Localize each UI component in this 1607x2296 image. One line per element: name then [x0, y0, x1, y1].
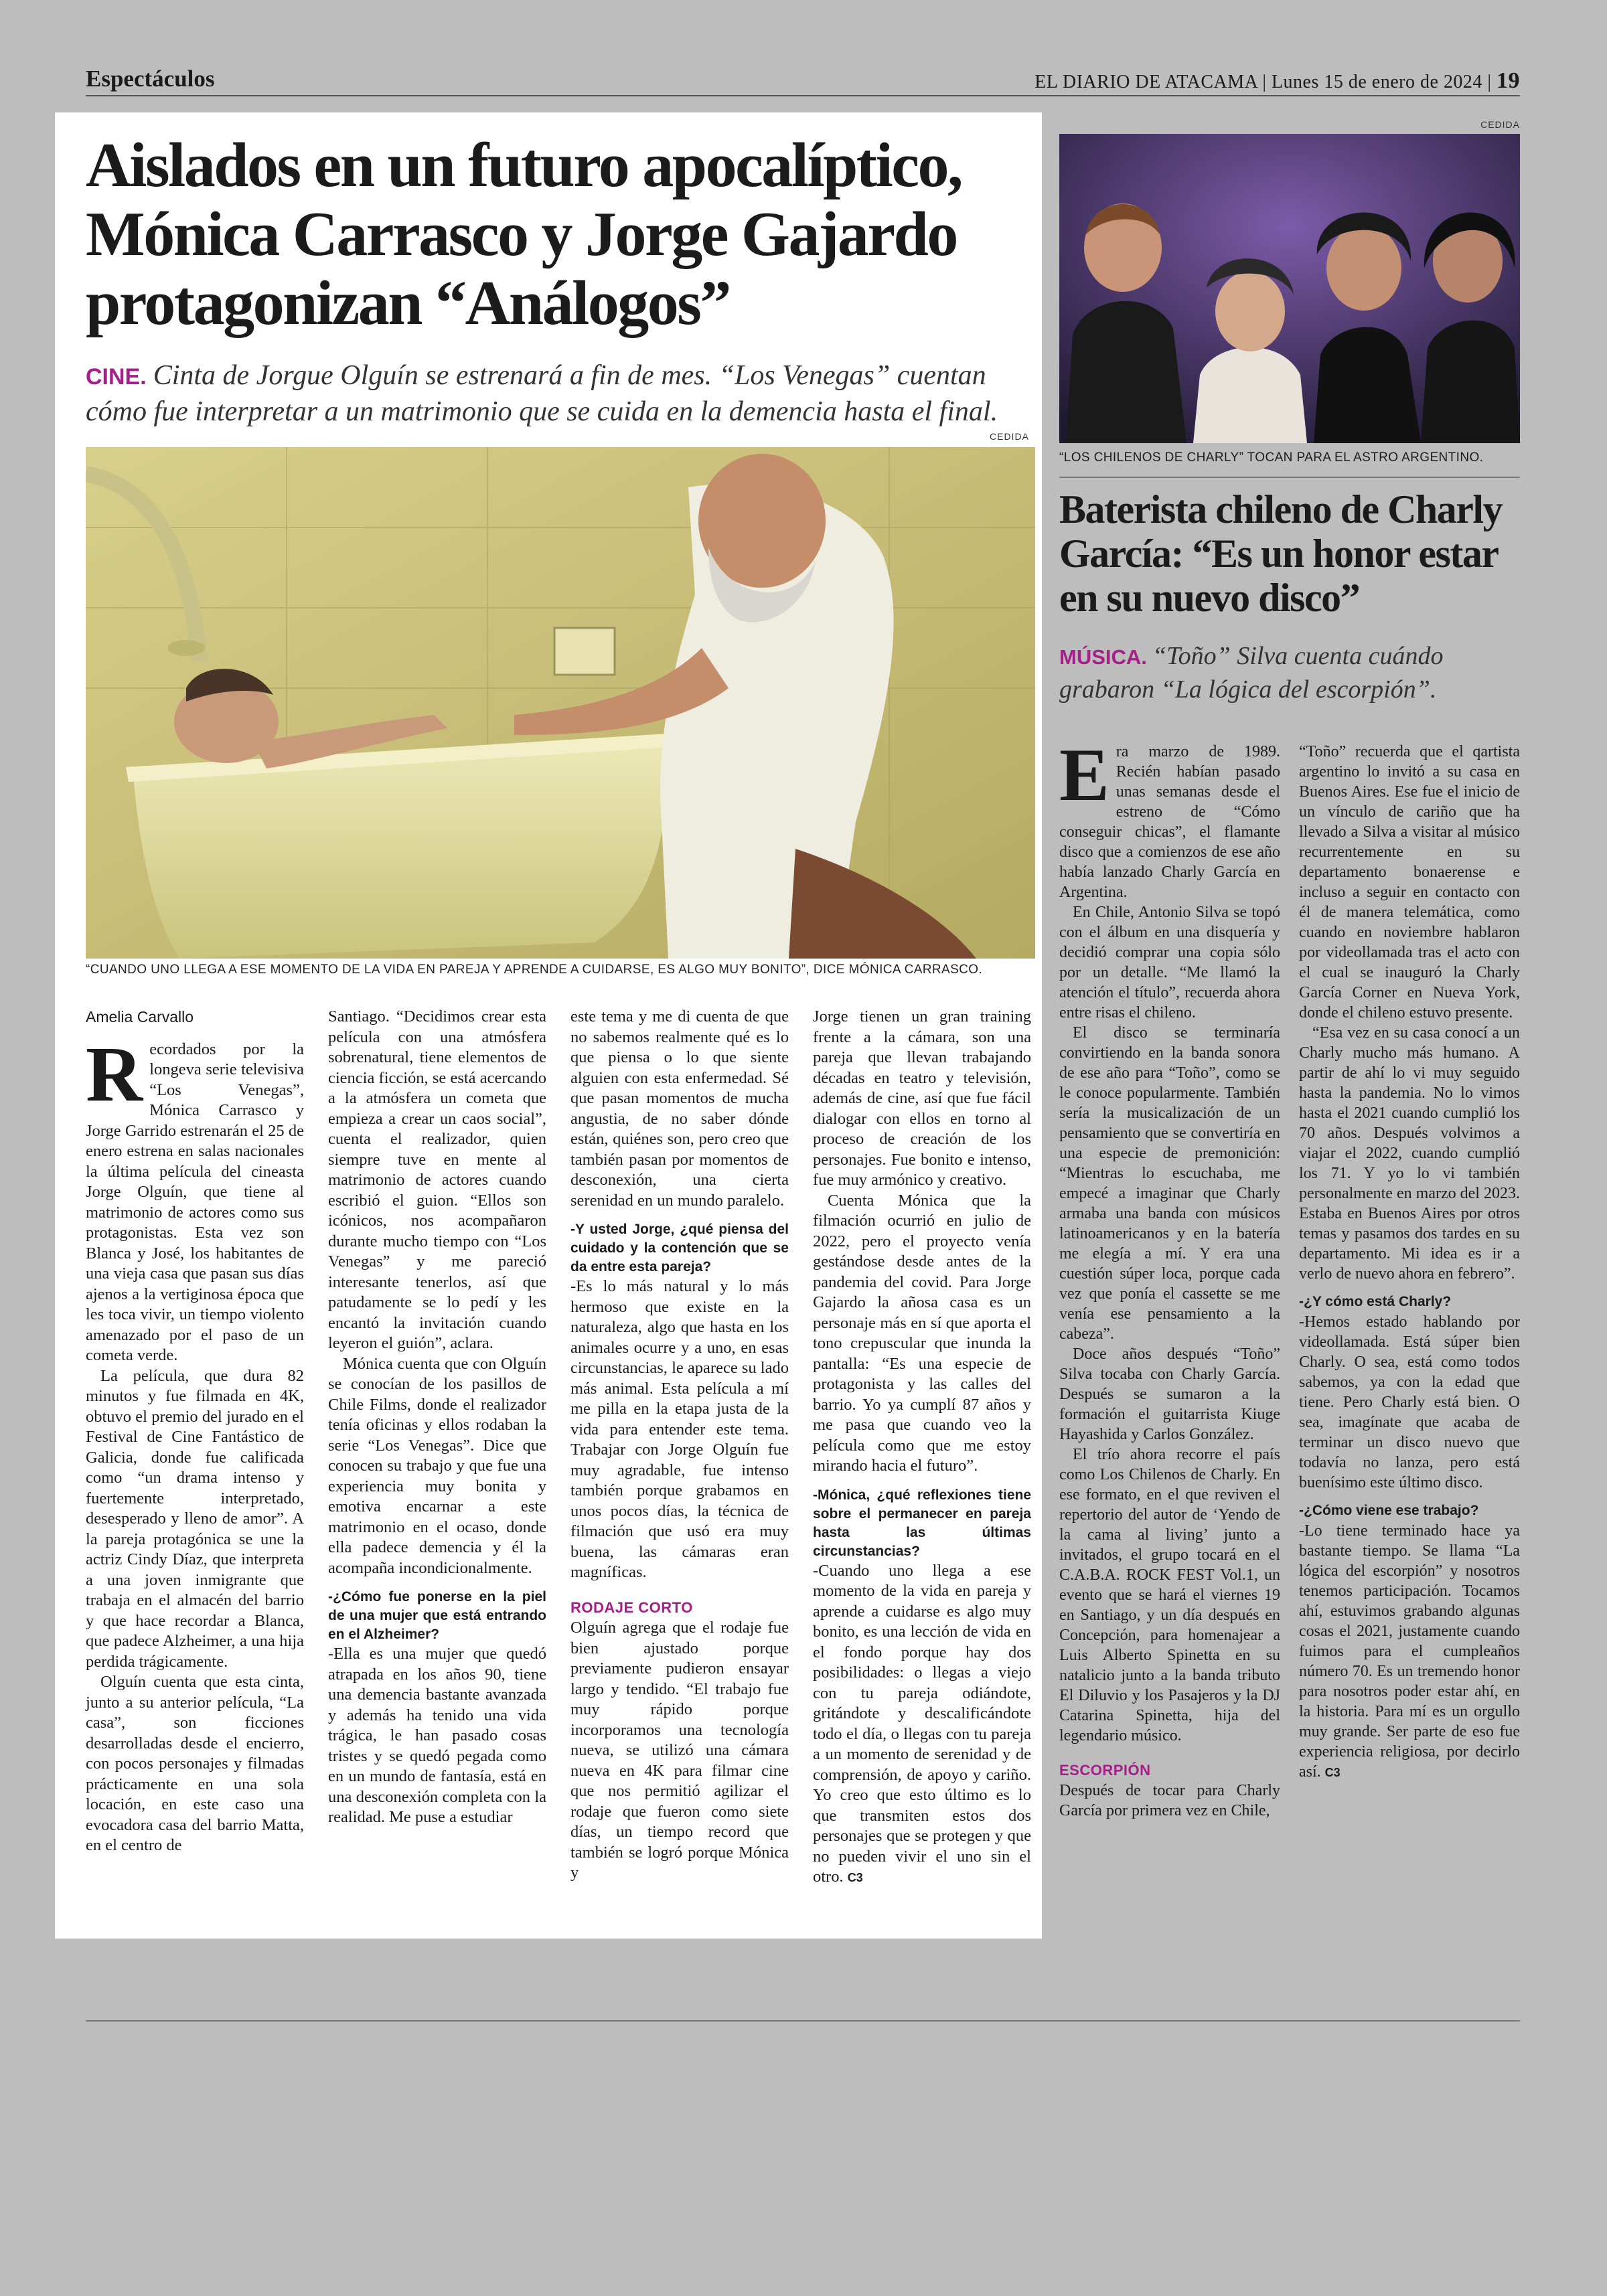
side-interview-question: -¿Y cómo está Charly? [1299, 1294, 1452, 1309]
side-subhead [1059, 640, 1521, 706]
side-column-1 [1059, 734, 1280, 1821]
main-photo-caption: “CUANDO UNO LLEGA A ESE MOMENTO DE LA VIDA EN PAREJA Y APRENDE A CUIDARSE, ES ALGO MUY BONITO”, DICE MÓNICA CARRASCO. [86, 963, 983, 977]
interview-question: -Mónica, ¿qué reflexiones tiene sobre el permanecer en pareja hasta las últimas circunstancias? [813, 1487, 1031, 1559]
main-paragraph: Cuenta Mónica que la filmación ocurrió en julio de 2022, pero el proyecto venía gestándose desde antes de la pandemia del covid. Para Jorge Gajardo la añosa casa es un personaje más en sí que aporta el tono crepuscular que inunda la pantalla: “Es una especie de protagonista y las calles del barrio. Yo ya cumplí 87 años y me pasa que cuando veo la película como que me estoy mirando hacia el futuro”. [813, 1191, 1031, 1475]
band-photo [1059, 134, 1520, 443]
main-column-1 [86, 1007, 304, 1856]
newspaper-name: EL DIARIO DE ATACAMA [1035, 72, 1257, 92]
main-paragraph: -Cuando uno llega a ese momento de la vida en pareja y aprende a cuidarse es algo muy bonito, es una lección de vida en el fondo porque hay dos posibilidades: o llegas a viejo con tu pareja odiándote, gritándote y descalificándote todo el día, o llegas con tu pareja a un momento de serenidad y de comprensión, de apoyo y cariño. Yo creo que esto último es lo que transmiten estos dos personajes que se protegen y que no pueden vivir el uno sin el otro. C3 [813, 1561, 1031, 1886]
side-interview-question: -¿Cómo viene ese trabajo? [1299, 1503, 1479, 1518]
side-paragraph: “Toño” recuerda que el qartista argentino lo invitó a su casa en Buenos Aires. Ese fue el inicio de un vínculo de cariño que ha llevado a Silva a visitar al músico recurrentemente en su departamento bonaerense e incluso a seguir en contacto con él de manera telemática, como cuando en noviembre hablaron por videollamada tras el acto con el cual se inauguró la Charly García Corner en Nueva York, donde el chileno estuvo presente. [1299, 743, 1520, 1021]
band-photo-caption: “LOS CHILENOS DE CHARLY” TOCAN PARA EL ASTRO ARGENTINO. [1059, 450, 1484, 465]
side-photo-credit: CEDIDA [1480, 119, 1520, 130]
side-paragraph: El disco se terminaría convirtiendo en la banda sonora de ese año para “Toño”, como se le conoce popularmente. También sería la musicalización de un pensamiento que se convertiría en una especie de premonición: “Mientras lo escuchaba, me empecé a imaginar que Charly armaba una banda con músicos latinoamericanos y en la batería me elegía a mí. Y era una cuestión súper loca, porque cada vez que ponía el cassette se me venía ese pensamiento a la cabeza”. [1059, 1024, 1280, 1343]
side-headline: Baterista chileno de Charly García: “Es un honor estar en su nuevo disco” [1059, 487, 1503, 620]
main-column-4 [813, 1007, 1031, 1888]
band-photo-illustration [1059, 134, 1520, 443]
side-paragraph: Doce años después “Toño” Silva tocaba con Charly García. Después se sumaron a la formación el guitarrista Kiuge Hayashida y Carlos González. [1059, 1345, 1280, 1443]
header-divider [86, 95, 1520, 96]
main-headline: Aislados en un futuro apocalíptico, Mónica Carrasco y Jorge Gajardo protagonizan “Análogos” [86, 131, 962, 338]
side-dropcap: E [1059, 734, 1109, 817]
main-paragraph: Recordados por la longeva serie televisiva “Los Venegas”, Mónica Carrasco y Jorge Garrido estrenarán el 25 de enero estrena en salas nacionales la última película del cineasta Jorge Olguín, que tiene al matrimonio de actores como sus protagonistas. Esta vez son Blanca y José, los habitantes de una vieja casa que pasan sus días ajenos a la vertiginosa época que les toca vivir, un tiempo violento amenazado por el paso de un cometa verde. [86, 1030, 304, 1364]
side-paragraph: -Hemos estado hablando por videollamada. Está súper bien Charly. O sea, está como todos sabemos, ya con la edad que tiene. Pero Charly está bien. O sea, imagínate que acaba de terminar un disco nuevo que todavía no lanza, pero está buenísimo este último disco. [1299, 1313, 1520, 1491]
masthead-meta: EL DIARIO DE ATACAMA | Lunes 15 de enero de 2024 | 19 [1035, 68, 1520, 93]
footer-divider [86, 2020, 1520, 2022]
side-paragraph: “Esa vez en su casa conocí a un Charly mucho más humano. A partir de ahí lo vi muy seguido hasta la pandemia. No lo vimos hasta el 2021 cuando cumplió los 70 años. Después volvimos a viajar el 2022, cuando cumplió los 71. Y yo lo vi también personalmente en marzo del 2023. Estaba en Buenos Aires por otros temas y pasamos dos tardes en su departamento. Mi idea es ir a verlo de nuevo ahora en febrero”. [1299, 1024, 1520, 1283]
main-paragraph: -Es lo más natural y lo más hermoso que existe en la naturaleza, algo que hasta en los animales ocurre y a uno, en esas circunstancias, le aparece su lado más animal. Esta película a mí me pilla en la etapa justa de la vida para entender este tema. Trabajar con Jorge Olguín fue muy agradable, fue intenso también porque grabamos en unos pocos días, la técnica de filmación que usó era muy buena, las cámaras eran magníficas. [570, 1277, 789, 1581]
main-paragraph: Jorge tienen un gran training frente a la cámara, son una pareja que llevan trabajando décadas en teatro y televisión, además de cine, así que fue fácil dialogar con ellos en torno al proceso de creación de los personajes. Fue bonito e intenso, fue muy armónico y creativo. [813, 1007, 1031, 1189]
page-number: 19 [1497, 68, 1520, 93]
side-kicker: MÚSICA. [1059, 645, 1147, 669]
main-paragraph: Mónica cuenta que con Olguín se conocían de los pasillos de Chile Films, donde el realizador tenía oficinas y ellos rodaban la serie “Los Venegas”. Dice que conocen su trabajo y que fue una experiencia muy bonita y emotiva encarnar a este matrimonio en el ocaso, donde ella padece demencia y él la acompaña incondicionalmente. [328, 1354, 546, 1577]
main-paragraph: -Ella es una mujer que quedó atrapada en los años 90, tiene una demencia bastante avanzada y además ha tenido una vida trágica, le han pasado cosas tristes y se quedó pegada como en un mundo de fantasía, está en una desconexión completa con la realidad. Me puse a estudiar [328, 1645, 546, 1826]
side-paragraph: -Lo tiene terminado hace ya bastante tiempo. Se llama “La lógica del escorpión” y nosotros tenemos participación. Tocamos ahí, estuvimos grabando algunas cosas el 2021, justamente cuando fuimos para el cumpleaños número 70. Es un tremendo honor para nosotros poder estar ahí, en la historia. Para mí es un orgullo muy grande. Ser parte de eso fue experiencia religiosa, por decirlo así. C3 [1299, 1522, 1520, 1781]
main-paragraph: La película, que dura 82 minutos y fue filmada en 4K, obtuvo el premio del jurado en el Festival de Cine Fantástico de Galicia, donde fue calificada como “un drama intenso y fuertemente interpretado, desesperado y lleno de amor”. A la pareja protagónica se une la actriz Cindy Díaz, que interpreta a una joven inmigrante que trabaja en el almacén del barrio y que hace recordar a Blanca, que padece Alzheimer, a una hija perdida trágicamente. [86, 1366, 304, 1671]
side-column-2 [1299, 742, 1520, 1783]
byline: Amelia Carvallo [86, 1008, 194, 1026]
issue-date: Lunes 15 de enero de 2024 [1271, 72, 1482, 92]
interview-question: -¿Cómo fue ponerse en la piel de una mujer que está entrando en el Alzheimer? [328, 1589, 546, 1642]
section-subhead: RODAJE CORTO [570, 1598, 693, 1616]
section-label: Espectáculos [86, 66, 215, 92]
side-section-subhead: ESCORPIÓN [1059, 1762, 1151, 1779]
side-subhead-text: “Toño” Silva cuenta cuándo grabaron “La lógica del escorpión”. [1059, 642, 1444, 704]
main-column-3 [570, 1007, 789, 1884]
dropcap: R [86, 1030, 143, 1118]
side-paragraph: En Chile, Antonio Silva se topó con el álbum en una disquería y decidió comprar una copia sólo por un detalle. “Me llamó la atención el título”, recuerda ahora entre risas el chileno. [1059, 904, 1280, 1021]
main-photo [86, 447, 1035, 959]
main-photo-credit: CEDIDA [990, 431, 1029, 442]
main-subhead [86, 358, 1037, 429]
side-paragraph: El trío ahora recorre el país como Los Chilenos de Charly. En ese formato, en el que reviven el repertorio del autor de ‘Yendo de la cama al living’ junto a invitados, el grupo tocará en el C.A.B.A. ROCK FEST Vol.1, un evento que se hará el viernes 19 en Santiago, y un día después en Concepción, para homenajear a Luis Alberto Spinetta en su natalicio junto a la banda tributo El Diluvio y los Pasajeros y la DJ Catarina Spinetta, hija del legendario músico. [1059, 1446, 1280, 1744]
side-paragraph: Era marzo de 1989. Recién habían pasado unas semanas desde el estreno de “Cómo conseguir chicas”, el flamante disco que a comienzos de ese año había lanzado Charly García en Argentina. [1059, 734, 1280, 901]
main-paragraph: Santiago. “Decidimos crear esta película con una atmósfera sobrenatural, tiene elementos de ciencia ficción, se está acercando a la atmósfera un cometa que empieza a crear un caos social”, cuenta el realizador, quien siempre tuve en mente al matrimonio de actores cuando escribió el guion. “Ellos son icónicos, nos acompañaron durante mucho tiempo con “Los Venegas” y me pareció interesante tenerlos, así que patudamente se lo pedí y les encantó la invitación cuando leyeron el guión”, aclara. [328, 1007, 546, 1352]
main-subhead-text: Cinta de Jorgue Olguín se estrenará a fin de mes. “Los Venegas” cuentan cómo fue interpretar a un matrimonio que se cuida en la demencia hasta el final. [86, 360, 998, 427]
side-end-mark: C3 [1324, 1766, 1341, 1779]
end-mark: C3 [847, 1871, 863, 1884]
main-kicker: CINE. [86, 364, 147, 390]
main-paragraph: este tema y me di cuenta de que no sabemos realmente qué es lo que piensa o lo que siente alguien con esta enfermedad. Sé que pasan momentos de mucha angustia, de no saber dónde están, quiénes son, pero creo que también pasan por momentos de desconexión, una cierta serenidad en un mundo paralelo. [570, 1007, 789, 1210]
interview-question: -Y usted Jorge, ¿qué piensa del cuidado y la contención que se da entre esta pareja? [570, 1222, 789, 1275]
main-paragraph: Olguín agrega que el rodaje fue bien ajustado porque previamente pudieron ensayar largo y tendido. “El trabajo fue muy rápido porque incorporamos una tecnología nueva, se utilizó una cámara nueva en 4K para filmar cine que nos permitió agilizar el rodaje que fueron como siete días, un tiempo record que también se logró porque Mónica y [570, 1619, 789, 1882]
side-divider [1059, 477, 1520, 478]
main-column-2 [328, 1007, 546, 1828]
bathtub-scene-illustration [86, 447, 1035, 959]
side-paragraph: Después de tocar para Charly García por primera vez en Chile, [1059, 1782, 1280, 1819]
main-paragraph: Olguín cuenta que esta cinta, junto a su anterior película, “La casa”, son ficciones desarrolladas desde el encierro, con pocos personajes y filmadas prácticamente en una sola locación, en este caso una evocadora casa del barrio Matta, en el centro de [86, 1673, 304, 1854]
